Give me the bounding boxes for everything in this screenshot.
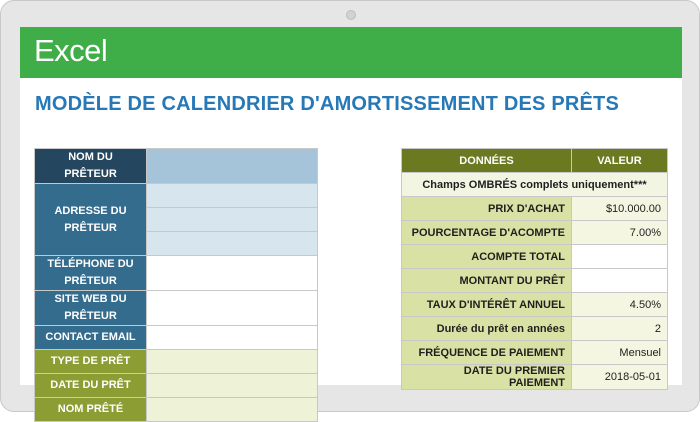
- lender-name-row: [35, 149, 318, 184]
- purchase-price-value[interactable]: $10.000.00: [572, 197, 668, 221]
- loan-type-row: [35, 350, 318, 374]
- annual-interest-rate-label: TAUX D'INTÉRÊT ANNUEL: [402, 293, 572, 317]
- loan-type-input[interactable]: [147, 350, 318, 374]
- lender-phone-label: TÉLÉPHONE DU PRÊTEUR: [35, 256, 147, 291]
- shaded-fields-note: Champs OMBRÉS complets uniquement***: [402, 173, 668, 197]
- lender-phone-row: [35, 256, 318, 291]
- lender-address-label: ADRESSE DU PRÊTEUR: [35, 184, 147, 256]
- app-banner: [20, 27, 682, 78]
- loan-term-years-value[interactable]: 2: [572, 317, 668, 341]
- lender-address-line-3[interactable]: [147, 232, 318, 256]
- down-payment-percent-value[interactable]: 7.00%: [572, 221, 668, 245]
- purchase-price-label: PRIX D'ACHAT: [402, 197, 572, 221]
- data-header-row: [402, 149, 668, 173]
- first-payment-date-value[interactable]: 2018-05-01: [572, 365, 668, 390]
- data-header-key: DONNÉES: [402, 149, 572, 173]
- payment-frequency-label: FRÉQUENCE DE PAIEMENT: [402, 341, 572, 365]
- shaded-fields-note-row: [402, 173, 668, 197]
- annual-interest-rate-value[interactable]: 4.50%: [572, 293, 668, 317]
- camera-dot: [346, 10, 356, 20]
- table-row: [402, 221, 668, 245]
- table-row: [402, 341, 668, 365]
- page-title: MODÈLE DE CALENDRIER D'AMORTISSEMENT DES PRÊTS: [35, 93, 619, 115]
- table-row: [402, 293, 668, 317]
- first-payment-date-label: DATE DU PREMIER PAIEMENT: [402, 365, 572, 390]
- loan-date-row: [35, 374, 318, 398]
- lender-info-table: [34, 148, 318, 422]
- data-header-value: VALEUR: [572, 149, 668, 173]
- loan-amount-value: [572, 269, 668, 293]
- lender-name-input[interactable]: [147, 149, 318, 184]
- borrower-label: NOM PRÊTÉ: [35, 398, 147, 422]
- table-row: [402, 365, 668, 390]
- loan-data-table: [401, 148, 668, 390]
- lender-address-row: [35, 184, 318, 208]
- lender-phone-input[interactable]: [147, 256, 318, 291]
- table-row: [402, 197, 668, 221]
- spreadsheet-screen: [20, 27, 682, 415]
- lender-website-input[interactable]: [147, 291, 318, 326]
- table-row: [402, 317, 668, 341]
- loan-date-label: DATE DU PRÊT: [35, 374, 147, 398]
- lender-email-row: [35, 326, 318, 350]
- total-down-payment-label: ACOMPTE TOTAL: [402, 245, 572, 269]
- lender-name-label: NOM DU PRÊTEUR: [35, 149, 147, 184]
- loan-type-label: TYPE DE PRÊT: [35, 350, 147, 374]
- loan-date-input[interactable]: [147, 374, 318, 398]
- borrower-row: [35, 398, 318, 422]
- loan-amount-label: MONTANT DU PRÊT: [402, 269, 572, 293]
- borrower-input[interactable]: [147, 398, 318, 422]
- lender-email-label: CONTACT EMAIL: [35, 326, 147, 350]
- app-logo: Excel: [34, 33, 108, 68]
- lender-email-input[interactable]: [147, 326, 318, 350]
- down-payment-percent-label: POURCENTAGE D'ACOMPTE: [402, 221, 572, 245]
- payment-frequency-value[interactable]: Mensuel: [572, 341, 668, 365]
- lender-website-label: SITE WEB DU PRÊTEUR: [35, 291, 147, 326]
- table-row: [402, 245, 668, 269]
- lender-address-line-2[interactable]: [147, 208, 318, 232]
- total-down-payment-value: [572, 245, 668, 269]
- lender-address-line-1[interactable]: [147, 184, 318, 208]
- lender-website-row: [35, 291, 318, 326]
- table-row: [402, 269, 668, 293]
- loan-term-years-label: Durée du prêt en années: [402, 317, 572, 341]
